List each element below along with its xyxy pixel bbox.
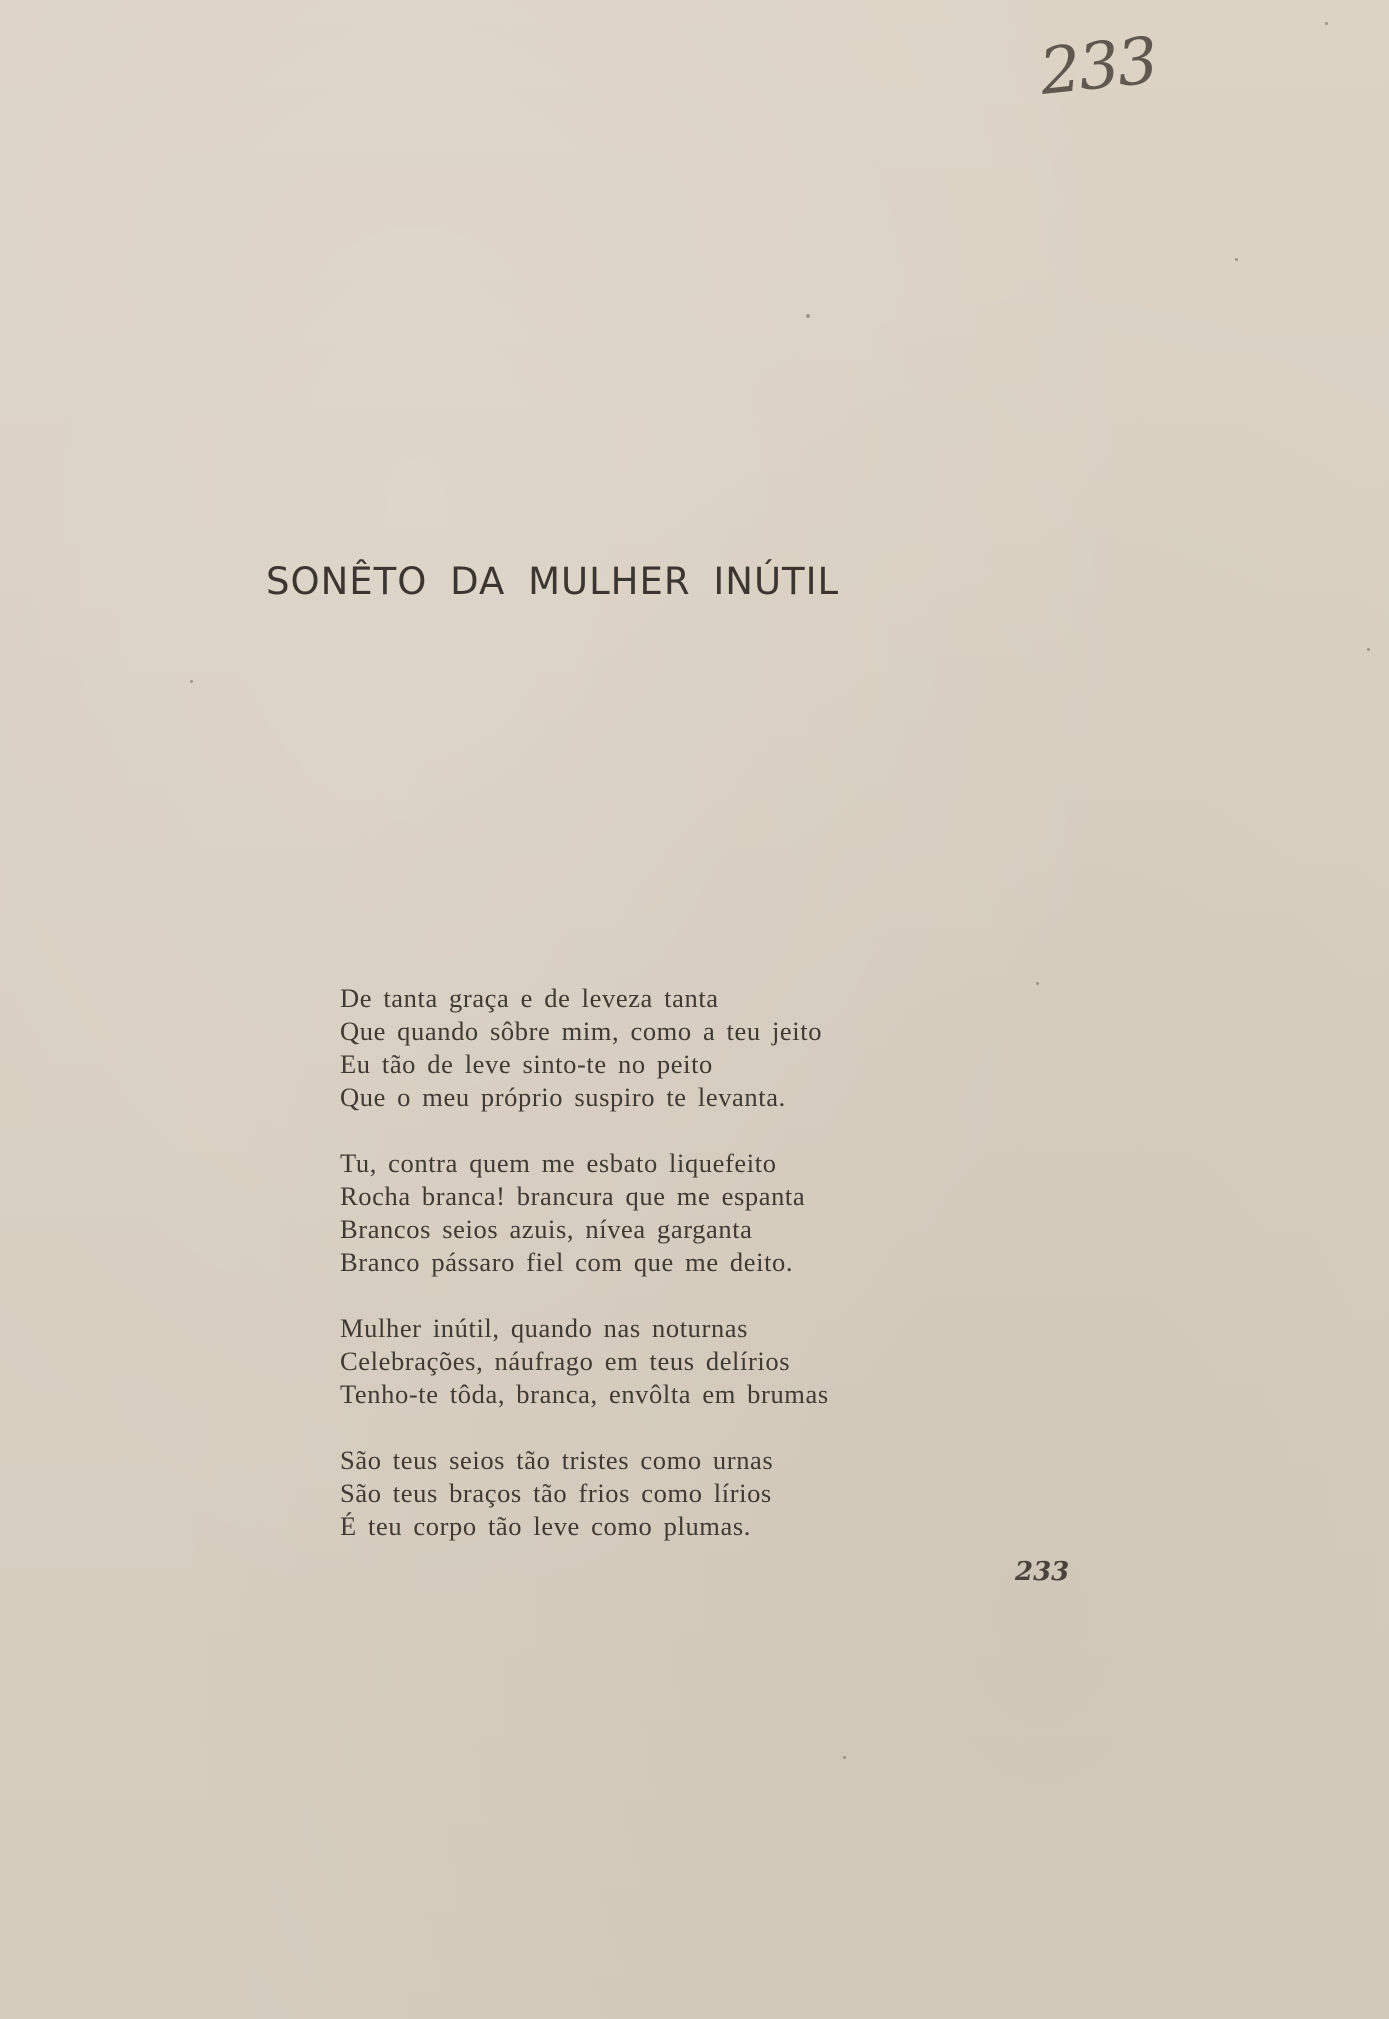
printed-page-number: 233 — [1015, 1557, 1070, 1587]
stanza-2 — [340, 1147, 829, 1279]
verse-line: Brancos seios azuis, nívea garganta — [340, 1214, 753, 1244]
verse-line: São teus seios tão tristes como urnas — [340, 1445, 774, 1475]
poem-body — [340, 982, 829, 1576]
verse-line: Tenho-te tôda, branca, envôlta em brumas — [340, 1379, 829, 1409]
paper-speck — [1325, 22, 1328, 25]
verse-line: É teu corpo tão leve como plumas. — [340, 1511, 752, 1541]
verse-line: De tanta graça e de leveza tanta — [340, 983, 719, 1013]
stanza-3 — [340, 1312, 829, 1411]
verse-line: São teus braços tão frios como lírios — [340, 1478, 772, 1508]
paper-speck — [1235, 258, 1238, 261]
verse-line: Tu, contra quem me esbato liquefeito — [340, 1148, 777, 1178]
paper-speck — [1367, 648, 1370, 651]
paper-speck — [843, 1756, 846, 1759]
paper-speck — [806, 314, 810, 318]
verse-line: Branco pássaro fiel com que me deito. — [340, 1247, 794, 1277]
verse-line: Celebrações, náufrago em teus delírios — [340, 1346, 791, 1376]
paper-speck — [1036, 982, 1039, 985]
poem-title: SONÊTO DA MULHER INÚTIL — [266, 560, 840, 603]
verse-line: Rocha branca! brancura que me espanta — [340, 1181, 806, 1211]
verse-line: Que o meu próprio suspiro te levanta. — [340, 1082, 786, 1112]
stanza-1 — [340, 982, 829, 1114]
handwritten-page-number: 233 — [1036, 24, 1160, 110]
paper-speck — [190, 680, 193, 683]
stanza-4 — [340, 1444, 829, 1543]
verse-line: Mulher inútil, quando nas noturnas — [340, 1313, 749, 1343]
verse-line: Eu tão de leve sinto-te no peito — [340, 1049, 713, 1079]
verse-line: Que quando sôbre mim, como a teu jeito — [340, 1016, 823, 1046]
